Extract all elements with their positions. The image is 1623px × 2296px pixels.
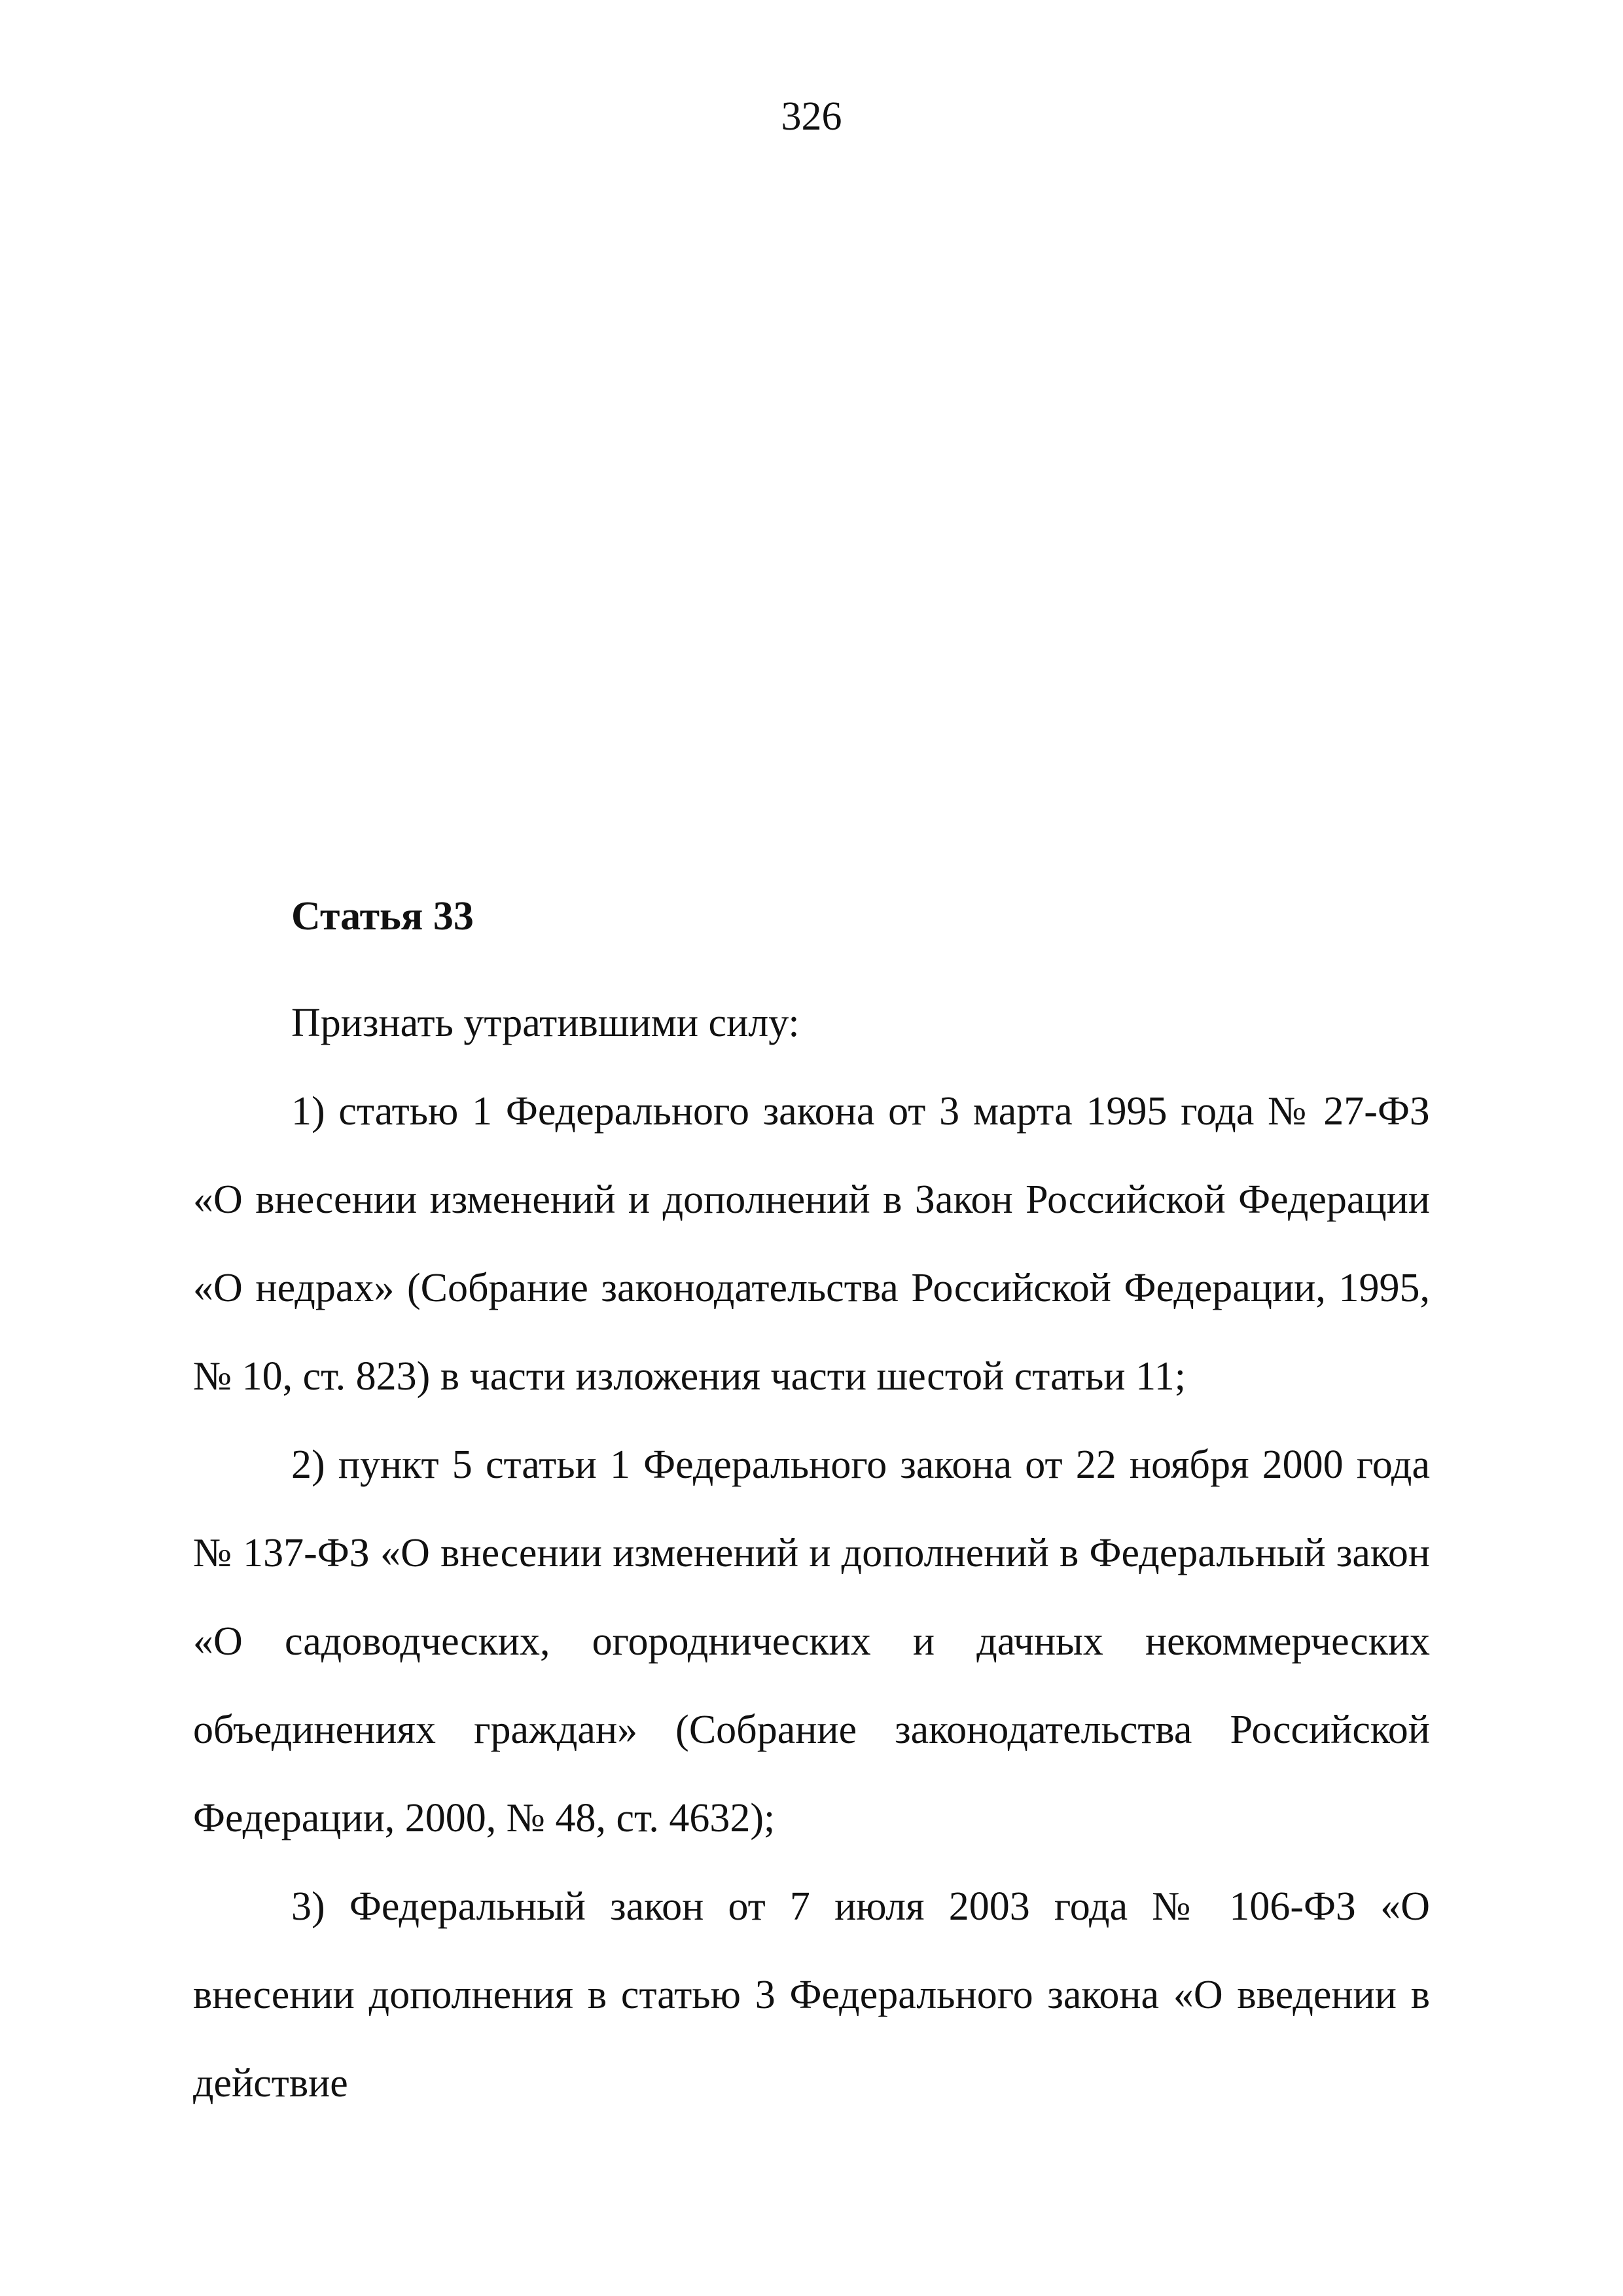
article-item-1: 1) статью 1 Федерального закона от 3 марта 1995 года № 27-ФЗ «О внесении изменений и дополнений в Закон Российской Федерации «О недрах» (Собрание законодательства Российской Федерации, 1995, № 10, ст. 823) в части изложения части шестой статьи 11; (193, 1089, 1430, 1399)
article-heading: Статья 33 (291, 894, 474, 939)
article-item-3: 3) Федеральный закон от 7 июля 2003 года № 106-ФЗ «О внесении дополнения в статью 3 Федерального закона «О введении в действие (193, 1884, 1430, 2106)
article-intro: Признать утратившими силу: (291, 1001, 800, 1045)
article-item-2: 2) пункт 5 статьи 1 Федерального закона от 22 ноября 2000 года № 137-ФЗ «О внесении изменений и дополнений в Федеральный закон «О садоводческих, огороднических и дачных некоммерческих объединениях граждан» (Собрание законодательства Российской Федерации, 2000, № 48, ст. 4632); (193, 1443, 1430, 1840)
article-body (193, 890, 1430, 2128)
page-number: 326 (781, 94, 842, 139)
